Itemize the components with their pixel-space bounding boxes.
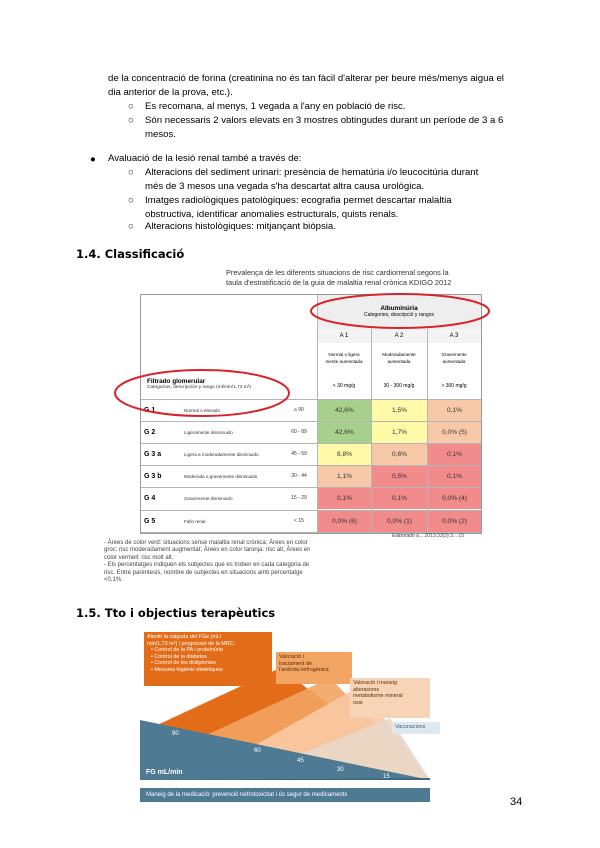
- tick-90: 90: [172, 731, 179, 737]
- note-line: groc: risc moderadament augmentat; Àrees en color taronja: risc alt; Àrees en: [104, 547, 311, 554]
- row-description: Fallo renal: [184, 518, 206, 524]
- cell-a1: 42,6%: [318, 422, 371, 443]
- column-a3: A 3: [427, 329, 481, 343]
- row-description: Normal o elevado: [184, 408, 221, 414]
- figure-notes: [104, 540, 354, 584]
- box-title-line: min/1,73 m²) i progressió de la MRC:: [147, 640, 236, 647]
- tick-15: 15: [383, 774, 390, 780]
- cell-a1: 8,8%: [318, 444, 371, 465]
- row-range: 60 - 89: [291, 429, 307, 436]
- gfr-title: Filtrado glomerular: [147, 378, 206, 385]
- note-line: - Els percentatges indiquen els subjectes que es troben en cada categoria de: [104, 562, 310, 569]
- tick-45: 45: [297, 758, 304, 764]
- albuminuria-circle: [311, 294, 489, 328]
- intro-line-1: de la concentració de forina (creatinina no és tan fàcil d'alterar per beure més/menys aigua el: [108, 73, 504, 84]
- albuminuria-subtitle: Categories, descripció y rangos: [363, 312, 435, 318]
- box-line: alteracions: [353, 686, 380, 693]
- row-stage: G 1: [144, 407, 156, 415]
- bullet-marker: ●: [90, 154, 96, 165]
- sub-bullet-marker: ○: [128, 115, 134, 126]
- albuminuria-title: Albuminúria: [380, 305, 418, 312]
- column-a2: A 2: [371, 329, 427, 343]
- box-line: ossi: [353, 699, 363, 706]
- sub-bullet-text: Es recomana, al menys, 1 vegada a l'any en població de risc.: [145, 101, 406, 112]
- cell-a1: 1,1%: [318, 466, 371, 487]
- cell-a3: 0,1%: [428, 400, 481, 421]
- gfr-circle: [115, 370, 289, 416]
- intro-line-2: dia anterior de la prova, etc.).: [108, 87, 233, 98]
- column-a3-description: Gravemente aumentada: [441, 352, 467, 364]
- sub-bullet-line: Són necessaris 2 valors elevats en 3 mostres obtingudes durant un període de 3 a 6: [145, 115, 504, 126]
- box-mineral-text: [350, 678, 430, 708]
- sub-bullet-line: més de 3 mesos una vegada s'ha descartat altra causa urològica.: [145, 181, 425, 192]
- cell-a2: 0,1%: [372, 488, 427, 509]
- note-line: risc. Entre parèntesis, nombre de subjectes en situacions amb percentatge: [104, 569, 303, 576]
- sub-bullet-marker: ○: [128, 167, 134, 178]
- note-line: color vermell: risc molt alt.: [104, 554, 174, 561]
- caption-line: Prevalença de les diferents situacions de risc cardiorrenal segons la: [226, 268, 449, 277]
- tick-60: 60: [254, 748, 261, 754]
- row-stage: G 4: [144, 495, 156, 503]
- box-title-line: Alentir la caiguda del FGe (mL/: [147, 634, 222, 640]
- cell-a3: 0,0% (5): [428, 422, 481, 443]
- bottom-bar-text: Maneig de la medicació: prevenció nefrotoxicitat i ús segur de medicaments: [146, 792, 348, 798]
- row-stage: G 3 b: [144, 473, 162, 481]
- cell-a1: 42,6%: [318, 400, 371, 421]
- row-range: ≥ 90: [294, 407, 304, 414]
- box-mineral: [350, 678, 430, 718]
- box-item: • Control de la diabetes: [151, 653, 207, 660]
- sub-bullet-text: Alteracions histològiques: mitjançant biòpsia.: [145, 221, 336, 232]
- box-anemia-text: [276, 652, 352, 676]
- column-a3-range: > 300 mg/g: [441, 382, 467, 389]
- box-item: • Control de la PA i proteïnúria: [151, 647, 223, 654]
- box-items: [147, 647, 269, 673]
- cell-a1: 0,1%: [318, 488, 371, 509]
- row-stage: G 5: [144, 517, 156, 525]
- sub-bullet-line: Imatges radiològiques patològiques: ecografia permet descartar malaltia: [145, 195, 452, 206]
- sub-bullet-line: obstructiva, identificar anomalies estructurals, quists renals.: [145, 209, 399, 220]
- tick-30: 30: [337, 767, 344, 773]
- box-line: Valoració i maneig: [353, 680, 397, 686]
- section-heading-tractament: 1.5. Tto i objectius terapèutics: [76, 606, 276, 620]
- row-description: Ligera a moderadamente disminuido: [184, 452, 259, 458]
- note-line: <0,1%.: [104, 577, 123, 584]
- section-heading-classificacio: 1.4. Classificació: [76, 247, 185, 261]
- row-description: Moderada a gravemente disminuido: [184, 474, 258, 480]
- gfr-subtitle: Categorías, descripción y rango (ml/min/1,73 m²): [147, 385, 251, 390]
- cell-a3: 0,1%: [428, 466, 481, 487]
- column-a1: A 1: [317, 329, 371, 343]
- cell-a2: 1,7%: [372, 422, 427, 443]
- page-number: 34: [510, 796, 523, 808]
- sub-bullet-marker: ○: [128, 221, 134, 232]
- cell-a3: 0,1%: [428, 444, 481, 465]
- note-line: - Àrees de color verd: situacions sense malaltia renal crònica; Àrees en color: [104, 540, 308, 546]
- sub-bullet-line: Alteracions del sediment urinari: presència de hematúria i/o leucocitúria durant: [145, 167, 479, 178]
- cell-a2: 0,0% (1): [372, 511, 427, 532]
- box-slow-decline-text: [144, 632, 272, 676]
- row-description: Gravemente disminuido: [184, 496, 233, 502]
- cell-a3: 0,0% (2): [428, 511, 481, 532]
- box-line: tractament de: [279, 660, 312, 667]
- bullet-main: Avaluació de la lesió renal també a través de:: [108, 153, 302, 164]
- cell-a2: 0,5%: [372, 466, 427, 487]
- row-description: Ligeramente disminuido: [184, 430, 233, 436]
- row-range: < 15: [294, 517, 304, 524]
- sub-bullet-line: mesos.: [145, 129, 176, 140]
- column-a2-description: Moderadamente aumentada: [382, 352, 416, 364]
- cell-a1: 0,0% (6): [318, 511, 371, 532]
- sub-bullet-marker: ○: [128, 101, 134, 112]
- box-line: metabolisme mineral: [353, 693, 403, 700]
- column-a1-description: Normal o ligera mente aumentada: [325, 352, 363, 364]
- axis-label: FG mL/min: [146, 769, 183, 776]
- figure-source: Elaborado a... 2013;33(3):3... 15: [392, 533, 464, 539]
- cell-a2: 1,5%: [372, 400, 427, 421]
- box-item: • Control de les dislipèmies: [151, 660, 216, 667]
- cell-a2: 0,6%: [372, 444, 427, 465]
- box-line: Valoració i: [279, 654, 304, 660]
- box-vaccination: [392, 722, 440, 734]
- sub-bullet-marker: ○: [128, 195, 134, 206]
- box-anemia: [276, 652, 352, 684]
- column-a2-range: 30 - 300 mg/g: [383, 382, 415, 389]
- column-a1-range: < 30 mg/g: [332, 382, 356, 389]
- box-item: • Mesures higiènic-dietètiques: [151, 666, 223, 673]
- row-range: 15 - 29: [291, 495, 307, 502]
- box-slow-decline: [144, 632, 272, 686]
- row-stage: G 3 a: [144, 451, 162, 459]
- box-line: l'anèmia nefrogènica: [279, 667, 329, 674]
- caption-line: taula d'estratificació de la guia de malaltia renal crònica KDIGO 2012: [226, 278, 452, 287]
- row-range: 30 - 44: [291, 473, 307, 480]
- row-range: 45 - 59: [291, 451, 307, 458]
- box-vaccination-text: Vacunacions: [395, 724, 426, 730]
- cell-a3: 0,0% (4): [428, 488, 481, 509]
- row-stage: G 2: [144, 429, 156, 437]
